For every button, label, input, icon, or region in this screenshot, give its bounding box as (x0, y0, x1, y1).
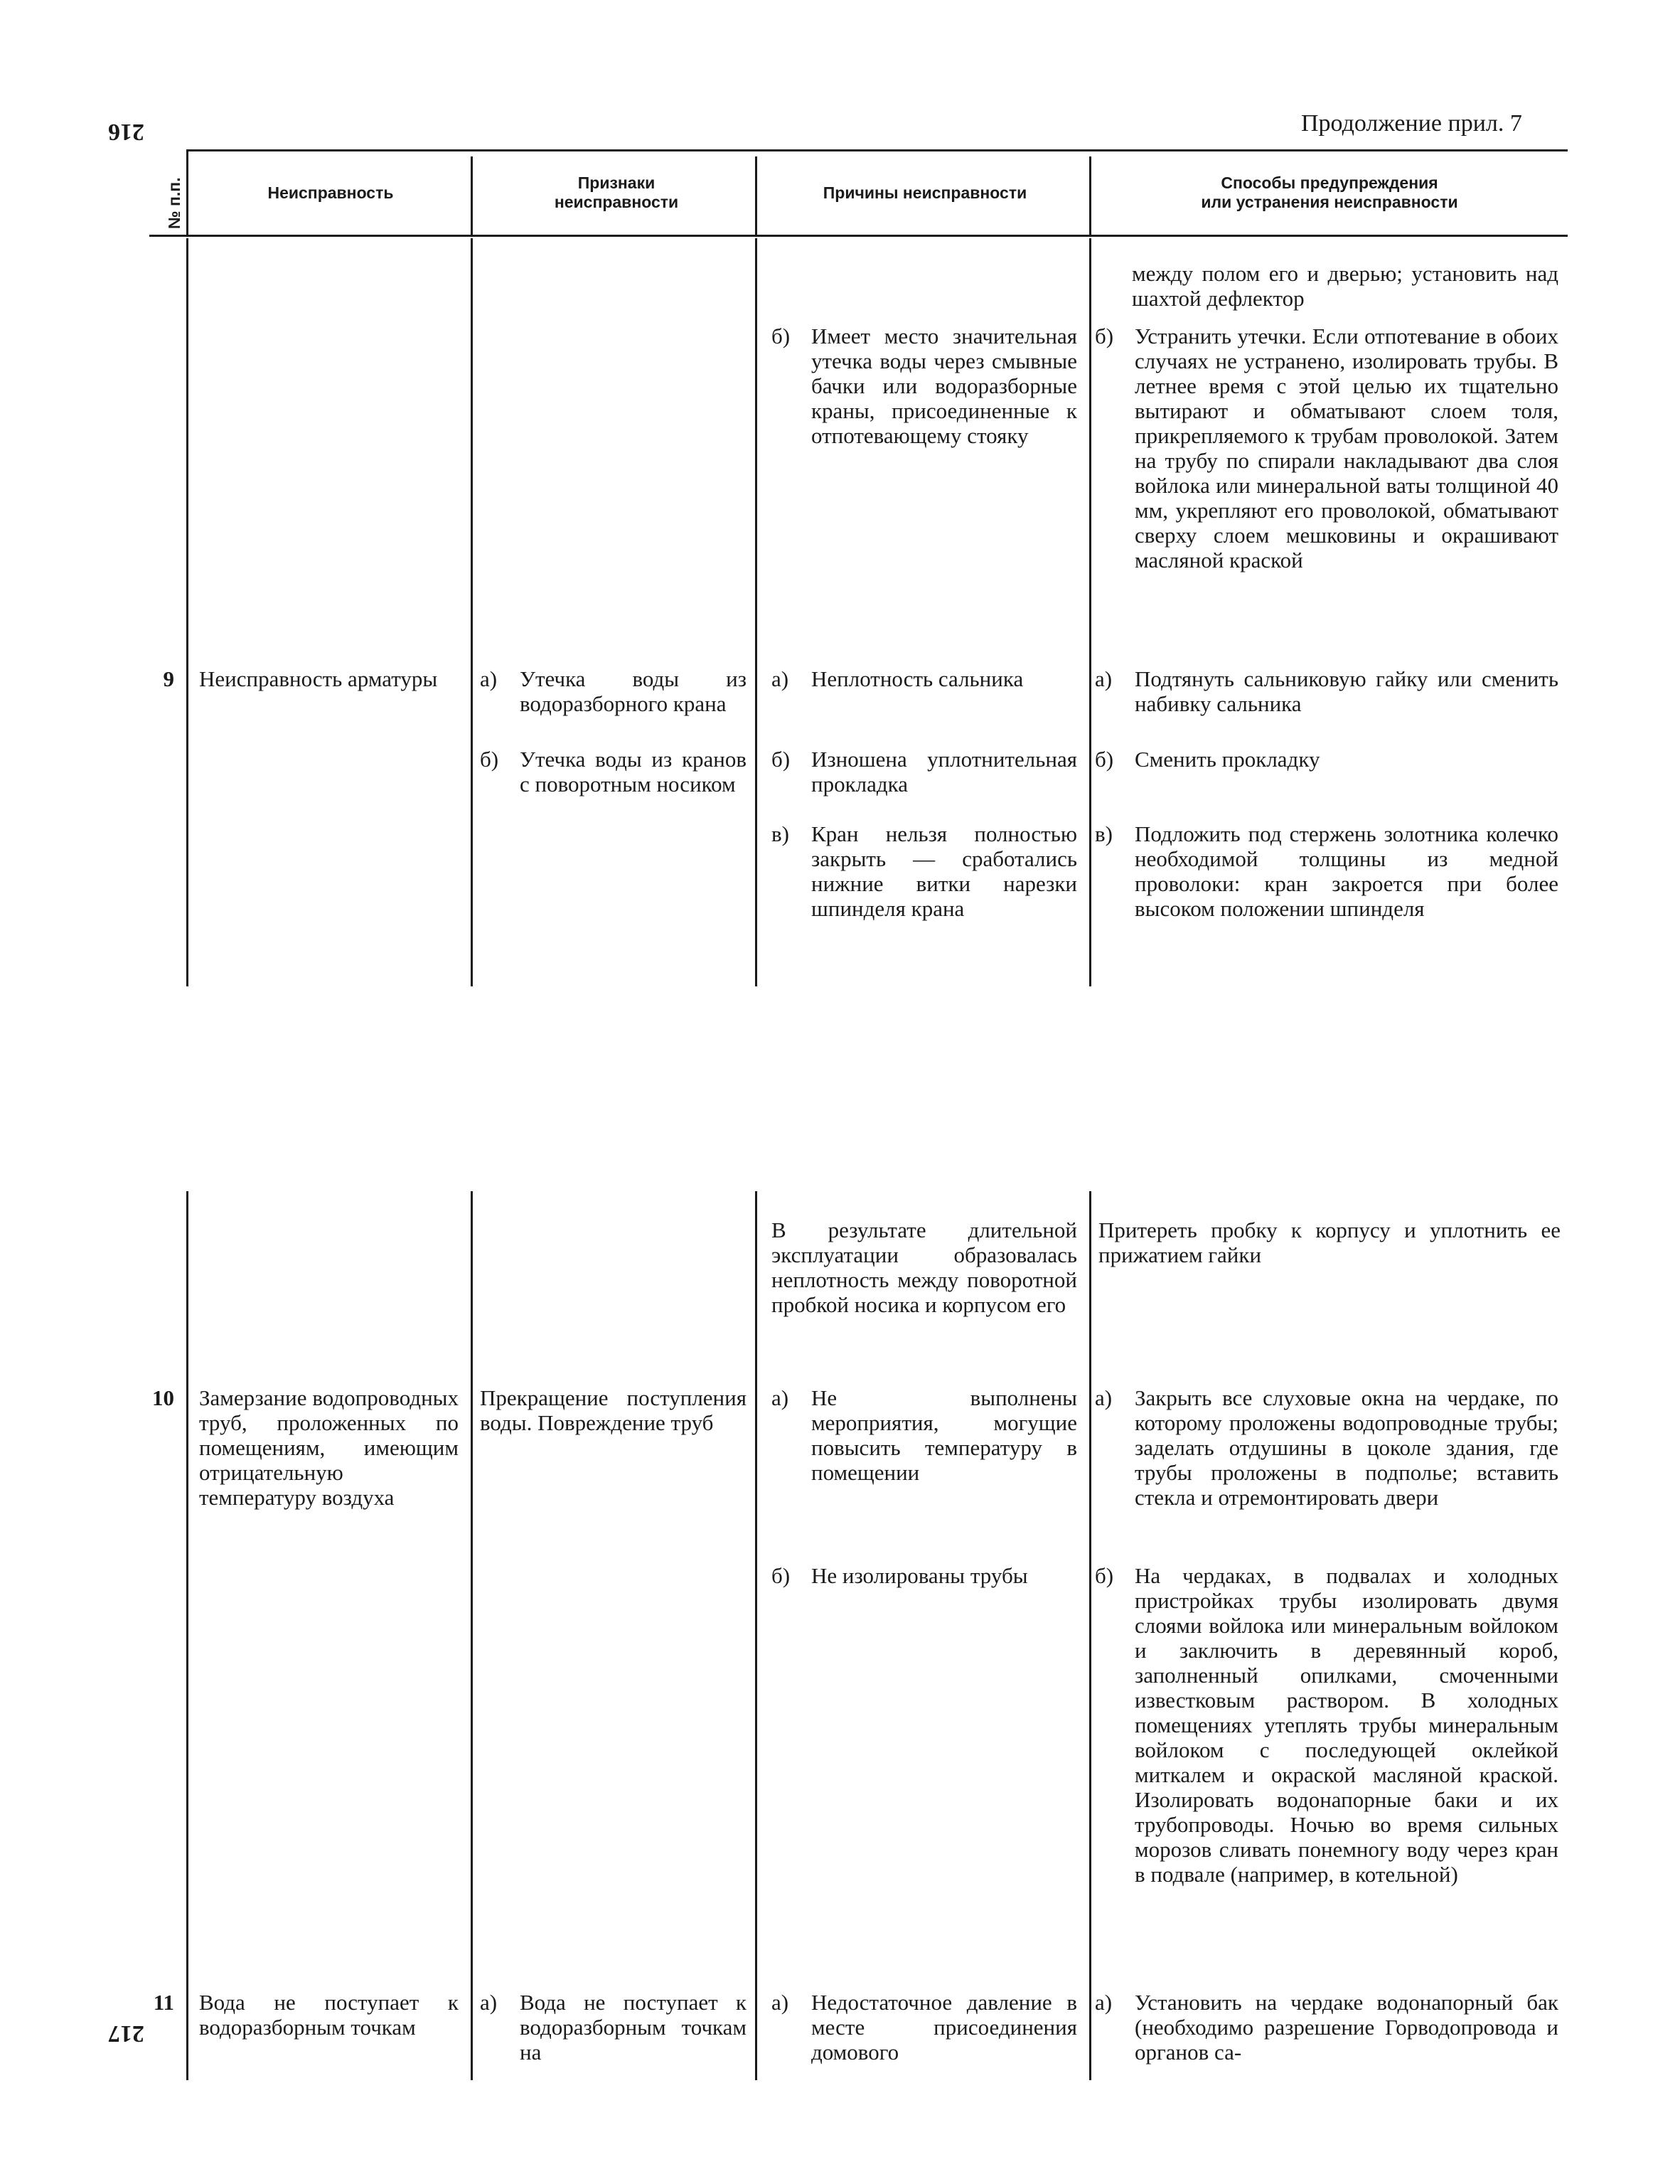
row9-cause-a-text: Неплотность сальника (811, 666, 1024, 691)
column-divider (1089, 238, 1091, 986)
cause-b-top-marker: б) (771, 324, 791, 348)
row11-method-a (1095, 1990, 1558, 2068)
row9-sign-a-text: Утечка воды из водоразборного крана (520, 666, 747, 716)
row9-cause-a (771, 666, 1077, 695)
header-top-rule (186, 149, 1568, 151)
row9-cause-c-marker: в) (771, 821, 789, 846)
row11-sign-a-marker: а) (480, 1990, 498, 2015)
header-col-methods-line2: или устранения неисправности (1201, 193, 1458, 211)
row9-sign-b (480, 747, 747, 825)
header-col-methods (1095, 174, 1564, 212)
carry-cause-text: В результате длительной эксплуатации образовалась неплотность между поворотной пробкой носика и корпусом его (771, 1218, 1077, 1317)
page-number-bottom: 217 (108, 2020, 144, 2047)
row11-method-a-text: Установить на чердаке водонапорный бак (необходимо разрешение Горводопровода и органов са- (1135, 1990, 1558, 2065)
header-divider (755, 156, 757, 236)
method-b-top (1095, 324, 1558, 658)
row-number-11: 11 (153, 1990, 174, 2015)
row10-signs: Прекращение поступления воды. Повреждение труб (480, 1385, 747, 1435)
row10-method-a-marker: а) (1095, 1385, 1113, 1410)
row9-sign-b-marker: б) (480, 747, 499, 772)
column-divider (186, 1191, 188, 2080)
row10-cause-b-text: Не изолированы трубы (811, 1563, 1028, 1588)
row9-method-a-marker: а) (1095, 666, 1113, 691)
row10-cause-b (771, 1563, 1077, 1616)
row9-fault: Неисправность арматуры (199, 666, 438, 691)
carry-method-2-text: Притереть пробку к корпусу и уплотнить ее прижатием гайки (1098, 1218, 1561, 1267)
row10-method-a-text: Закрыть все слуховые окна на чердаке, по которому проложены водопроводные трубы; заделать отдушины в цоколе здания, где трубы проложены в подполье; вставить стекла и отремонтировать двери (1135, 1385, 1558, 1510)
header-col-signs-line2: неисправности (554, 193, 679, 211)
row9-sign-a (480, 666, 747, 745)
row10-cause-a-text: Не выполнены мероприятия, могущие повысить температуру в помещении (811, 1385, 1077, 1485)
row11-fault: Вода не поступает к водоразборным точкам (199, 1990, 459, 2040)
row9-method-c-marker: в) (1095, 821, 1113, 846)
row10-cause-b-marker: б) (771, 1563, 791, 1588)
row11-sign-a (480, 1990, 747, 2068)
header-divider (186, 151, 188, 236)
header-bottom-rule (149, 235, 1568, 237)
header-col-signs (478, 174, 755, 212)
method-b-top-text: Устранить утечки. Если отпотевание в обоих случаях не устранено, изолировать трубы. В летнее время с этой целью их тщательно вытирают и обматывают слоем толя, прикрепляемого к трубам проволокой. Затем на трубу по спирали накладывают два слоя войлока или минеральной ваты толщиной 40 мм, укрепляют его проволокой, обматывают сверху слоем мешковины и окрашивают масляной краской (1135, 324, 1558, 572)
header-divider (471, 156, 473, 236)
header-col-causes: Причины неисправности (823, 183, 1027, 202)
column-divider (1089, 1191, 1091, 2080)
column-divider (471, 1191, 473, 2080)
row9-sign-b-text: Утечка воды из кранов с поворотным носиком (520, 747, 747, 797)
row9-method-c (1095, 821, 1558, 949)
row9-method-a-text: Подтянуть сальниковую гайку или сменить набивку сальника (1135, 666, 1558, 716)
header-col-fault: Неисправность (267, 183, 394, 202)
header-col-signs-line1: Признаки (577, 174, 656, 192)
header-col-methods-line1: Способы предупреждения (1221, 174, 1438, 192)
row10-method-b-marker: б) (1095, 1563, 1114, 1588)
row9-method-a (1095, 666, 1558, 720)
row9-method-c-text: Подложить под стержень золотника колечко необходимой толщины из медной проволоки: кран закроется при более высоком положении шпинделя (1135, 821, 1558, 921)
row9-cause-b (771, 747, 1077, 800)
column-divider (755, 238, 757, 986)
row10-method-b (1095, 1563, 1558, 1976)
row9-cause-c (771, 821, 1077, 949)
row9-cause-b-text: Изношена уплотнительная прокладка (811, 747, 1077, 797)
row9-method-b-marker: б) (1095, 747, 1114, 772)
row10-method-a (1095, 1385, 1558, 1563)
header-divider (1089, 156, 1091, 236)
cause-b-top-text: Имеет место значительная утечка воды через смывные бачки или водоразборные краны, присоединенные к отпотевающему стояку (811, 324, 1077, 448)
row9-sign-a-marker: а) (480, 666, 498, 691)
row11-cause-a-text: Недостаточное давление в месте присоединения домового (811, 1990, 1077, 2065)
row11-method-a-marker: а) (1095, 1990, 1113, 2015)
row9-method-b-text: Сменить прокладку (1135, 747, 1320, 772)
row10-cause-a-marker: а) (771, 1385, 789, 1410)
row10-fault: Замерзание водопроводных труб, проложенных по помещениям, имеющим отрицательную температуру воздуха (199, 1385, 459, 1510)
row9-cause-a-marker: а) (771, 666, 789, 691)
cause-b-top (771, 324, 1077, 508)
row-number-10: 10 (152, 1385, 174, 1410)
row-number-9: 9 (163, 666, 174, 691)
column-divider (471, 238, 473, 986)
row11-sign-a-text: Вода не поступает к водоразборным точкам на (520, 1990, 747, 2065)
row10-method-b-text: На чердаках, в подвалах и холодных пристройках трубы изолировать двумя слоями войлока или минеральным войлоком и заключить в деревянный короб, заполненный опилками, смоченными известковым раствором. В холодных помещениях утеплять трубы минеральным войлоком с последующей оклейкой миткалем и окраской масляной краской. Изолировать водонапорные баки и их трубопроводы. Ночью во время сильных морозов сливать понемногу воду через кран в подвале (например, в котельной) (1135, 1563, 1558, 1887)
continuation-note: Продолжение прил. 7 (1301, 110, 1522, 137)
row9-cause-b-marker: б) (771, 747, 791, 772)
row9-cause-c-text: Кран нельзя полностью закрыть — сработались нижние витки нарезки шпинделя крана (811, 821, 1077, 921)
header-col-num: № п.п. (165, 177, 183, 229)
page-number-top: 216 (108, 119, 144, 145)
row9-method-b (1095, 747, 1558, 775)
column-divider (755, 1191, 757, 2080)
row11-cause-a (771, 1990, 1077, 2068)
method-b-top-marker: б) (1095, 324, 1114, 348)
carry-method-text: между полом его и дверью; установить над шахтой дефлектор (1132, 261, 1558, 311)
row11-cause-a-marker: а) (771, 1990, 789, 2015)
row10-cause-a (771, 1385, 1077, 1492)
column-divider (186, 238, 188, 986)
